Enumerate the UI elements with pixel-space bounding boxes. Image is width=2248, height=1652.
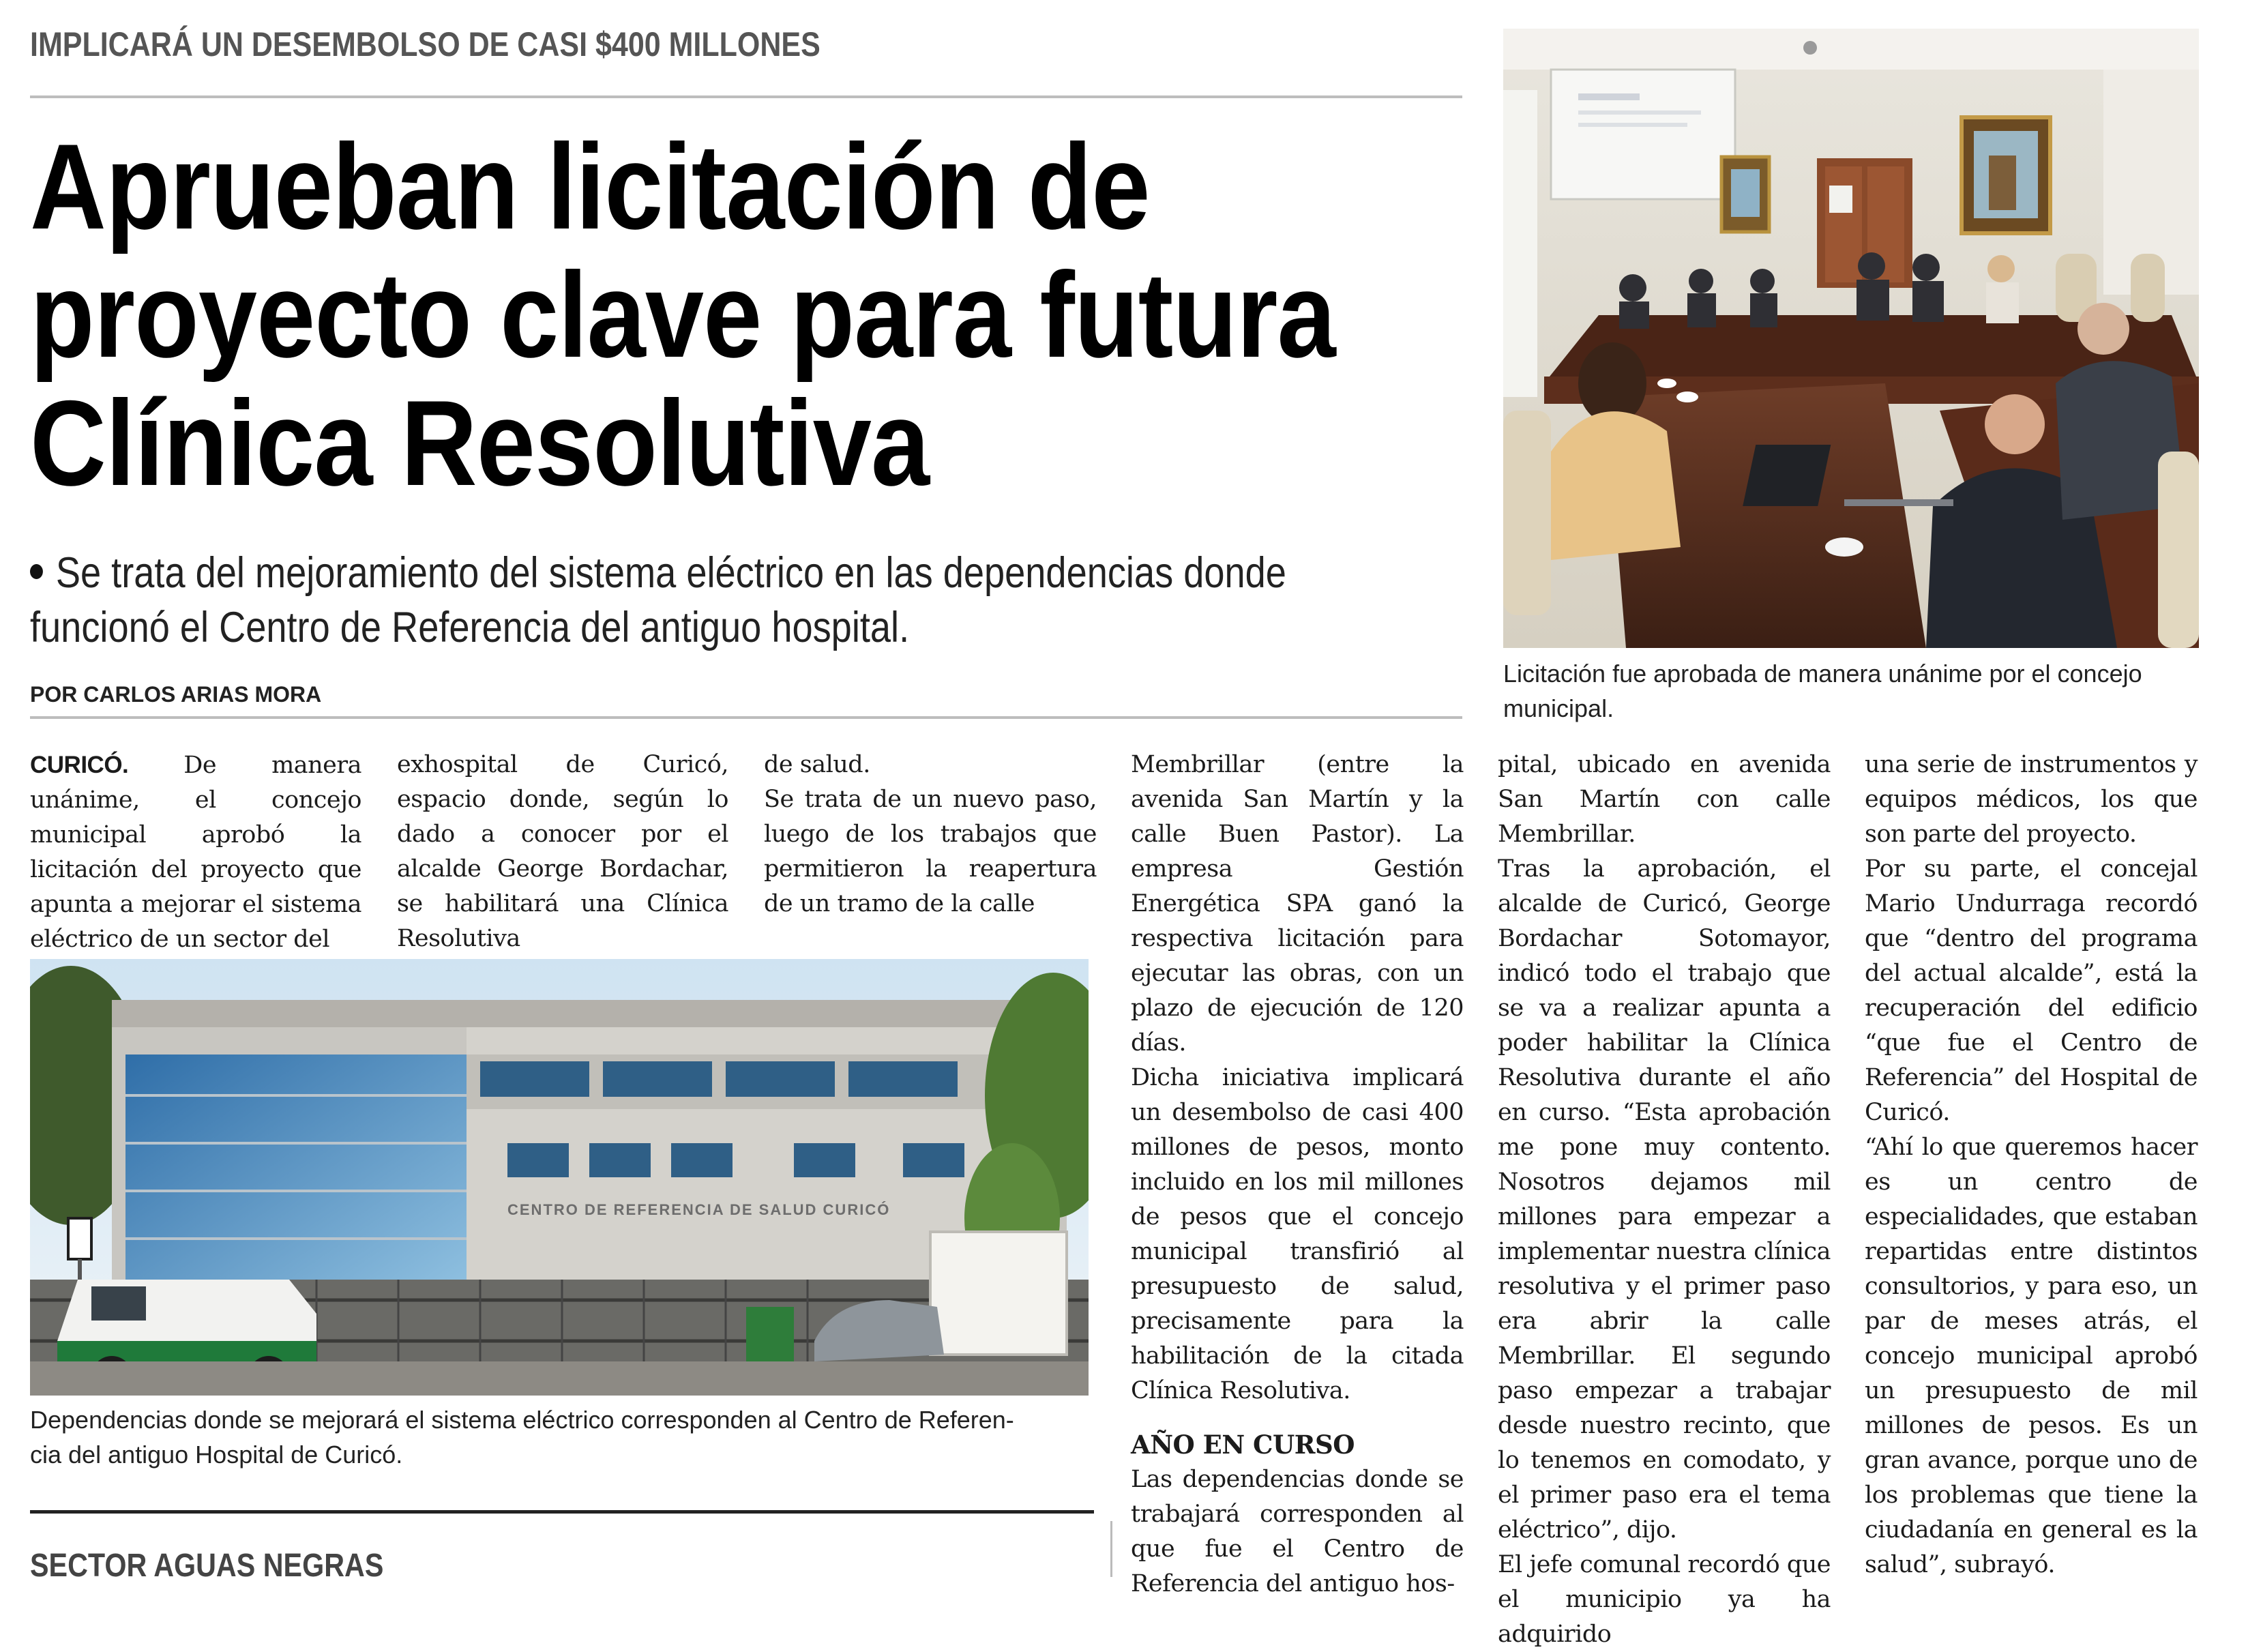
- column-5-para-1: pital, ubicado en avenida San Martín con calle Membrillar.: [1498, 751, 1831, 848]
- lead-line-2: funcionó el Centro de Referencia del antiguo hospital.: [30, 604, 910, 651]
- hospital-building-illustration: [30, 959, 1089, 1396]
- column-5-para-3: El jefe comunal recordó que el municipio ya ha adquirido: [1498, 1551, 1831, 1648]
- column-1-text: De manera unánime, el concejo municipal aprobó la licitación del proyecto que apunta a mejorar el sistema eléctrico de un sector del: [30, 752, 361, 953]
- text-column-4: [1131, 748, 1464, 1602]
- building-caption-line-2: cia del antiguo Hospital de Curicó.: [30, 1441, 403, 1469]
- column-2-text: exhospital de Curicó, espacio donde, según lo dado a conocer por el alcalde George Bordachar, se habilitará una Clínica Resolutiva: [397, 751, 728, 952]
- text-column-3: [764, 748, 1097, 921]
- building-caption-line-1: Dependencias donde se mejorará el sistema eléctrico corresponden al Centro de Referen-: [30, 1406, 1014, 1434]
- article-lead: [30, 546, 1473, 655]
- column-divider: [1110, 1521, 1112, 1577]
- facade-sign: CENTRO DE REFERENCIA DE SALUD CURICÓ: [507, 1201, 891, 1218]
- meeting-photo-caption: [1503, 656, 2226, 726]
- text-column-6: [1865, 748, 2198, 1582]
- headline-line-1: Aprueban licitación de: [30, 119, 1150, 254]
- building-photo-caption: [30, 1402, 1094, 1472]
- text-column-2: [397, 748, 728, 956]
- byline-divider: [30, 716, 1462, 719]
- column-4-para-3: Las dependencias donde se trabajará corresponden al que fue el Centro de Referencia del antiguo hos-: [1131, 1466, 1464, 1597]
- council-meeting-photo: [1503, 29, 2199, 648]
- column-3-para-1: de salud.: [764, 751, 870, 778]
- next-section-heading: SECTOR AGUAS NEGRAS: [30, 1548, 384, 1584]
- meeting-caption-line-1: Licitación fue aprobada de manera unánime por el concejo: [1503, 660, 2142, 688]
- column-6-para-1: una serie de instrumentos y equipos médicos, los que son parte del proyecto.: [1865, 751, 2198, 848]
- section-divider: [30, 1510, 1094, 1514]
- text-column-5: [1498, 748, 1831, 1652]
- headline-line-2: proyecto clave para futura: [30, 247, 1335, 383]
- column-3-para-2: Se trata de un nuevo paso, luego de los trabajos que permitieron la reapertura de un tramo de la calle: [764, 786, 1097, 917]
- article-kicker: IMPLICARÁ UN DESEMBOLSO DE CASI $400 MILLONES: [30, 25, 820, 63]
- byline: POR CARLOS ARIAS MORA: [30, 682, 322, 707]
- bullet-icon: [30, 564, 43, 579]
- headline-line-3: Clínica Resolutiva: [30, 375, 930, 511]
- column-5-para-2: Tras la aprobación, el alcalde de Curicó, George Bordachar Sotomayor, indicó todo el trabajo que se va a realizar apunta a poder habilitar la Clínica Resolutiva durante el año en curso. “Esta aprobación me pone muy contento. Nosotros dejamos mil millones para empezar a implementar nuestra clínica resolutiva y el primer paso era abrir la calle Membrillar. El segundo paso empezar a trabajar desde nuestro recinto, que lo tenemos en comodato, y el primer paso era el tema eléctrico”, dijo.: [1498, 855, 1831, 1544]
- building-photo: [30, 959, 1089, 1396]
- kicker-divider: [30, 95, 1462, 98]
- column-4-para-2: Dicha iniciativa implicará un desembolso de casi 400 millones de pesos, monto incluido en los mil millones de pesos que el concejo municipal transfirió al presupuesto de salud, precisamente para la habilitación de la citada Clínica Resolutiva.: [1131, 1064, 1464, 1404]
- column-4-para-1: Membrillar (entre la avenida San Martín y la calle Buen Pastor). La empresa Gestión Energética SPA ganó la respectiva licitación para ejecutar las obras, con un plazo de ejecución de 120 días.: [1131, 751, 1464, 1057]
- dateline: CURICÓ.: [30, 752, 129, 778]
- article-headline: [30, 119, 1466, 511]
- column-6-para-3: “Ahí lo que queremos hacer es un centro de especialidades, que estaban repartidas entre distintos consultorios, y para eso, un par de meses atrás, el concejo municipal aprobó un presupuesto de mil millones de pesos. Es un gran avance, porque uno de los problemas que tiene la ciudadanía en general es la salud”, subrayó.: [1865, 1134, 2198, 1578]
- council-meeting-illustration: [1503, 29, 2199, 648]
- text-column-1: [30, 748, 361, 957]
- subhead-ano-en-curso: AÑO EN CURSO: [1131, 1430, 1355, 1460]
- lead-line-1: Se trata del mejoramiento del sistema eléctrico en las dependencias donde: [55, 549, 1286, 597]
- column-6-para-2: Por su parte, el concejal Mario Undurraga recordó que “dentro del programa del actual alcalde”, está la recuperación del edificio “que fue el Centro de Referencia” del Hospital de Curicó.: [1865, 855, 2198, 1126]
- meeting-caption-line-2: municipal.: [1503, 694, 1614, 722]
